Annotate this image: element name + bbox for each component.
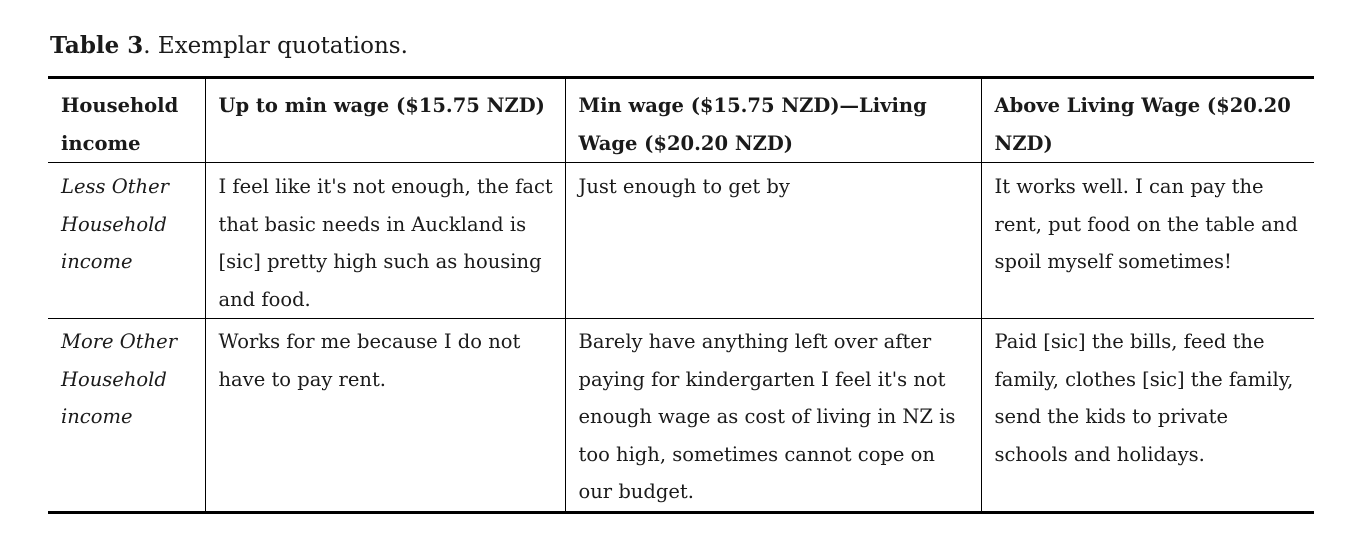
table-row (48, 319, 1314, 513)
row-label-less-other-income: Less Other Household income (48, 163, 205, 319)
table-row (48, 163, 1314, 319)
table-caption (50, 30, 408, 62)
header-above-living-wage: Above Living Wage ($20.20 NZD) (981, 78, 1314, 163)
table-caption-text: . Exemplar quotations. (143, 33, 408, 59)
table-cell: Works for me because I do not have to pay rent. (205, 319, 565, 513)
header-up-to-min-wage: Up to min wage ($15.75 NZD) (205, 78, 565, 163)
row-label-more-other-income: More Other Household income (61, 330, 178, 428)
quotations-table (48, 76, 1314, 514)
table-cell: I feel like it's not enough, the fact that basic needs in Auckland is [sic] pretty high such as housing and food. (205, 163, 565, 319)
table-header-row (48, 78, 1314, 163)
table-cell: Barely have anything left over after paying for kindergarten I feel it's not enough wage as cost of living in NZ is too high, sometimes cannot cope on our budget. (565, 319, 981, 513)
header-household-income: Household income (48, 78, 205, 163)
table-cell: It works well. I can pay the rent, put food on the table and spoil myself sometimes! (981, 163, 1314, 319)
table-cell: Just enough to get by (565, 163, 981, 319)
header-min-to-living-wage: Min wage ($15.75 NZD)—Living Wage ($20.20 NZD) (565, 78, 981, 163)
quotations-table-container (48, 76, 1314, 514)
table-cell: Paid [sic] the bills, feed the family, clothes [sic] the family, send the kids to private schools and holidays. (981, 319, 1314, 513)
table-caption-label: Table 3 (50, 32, 144, 59)
